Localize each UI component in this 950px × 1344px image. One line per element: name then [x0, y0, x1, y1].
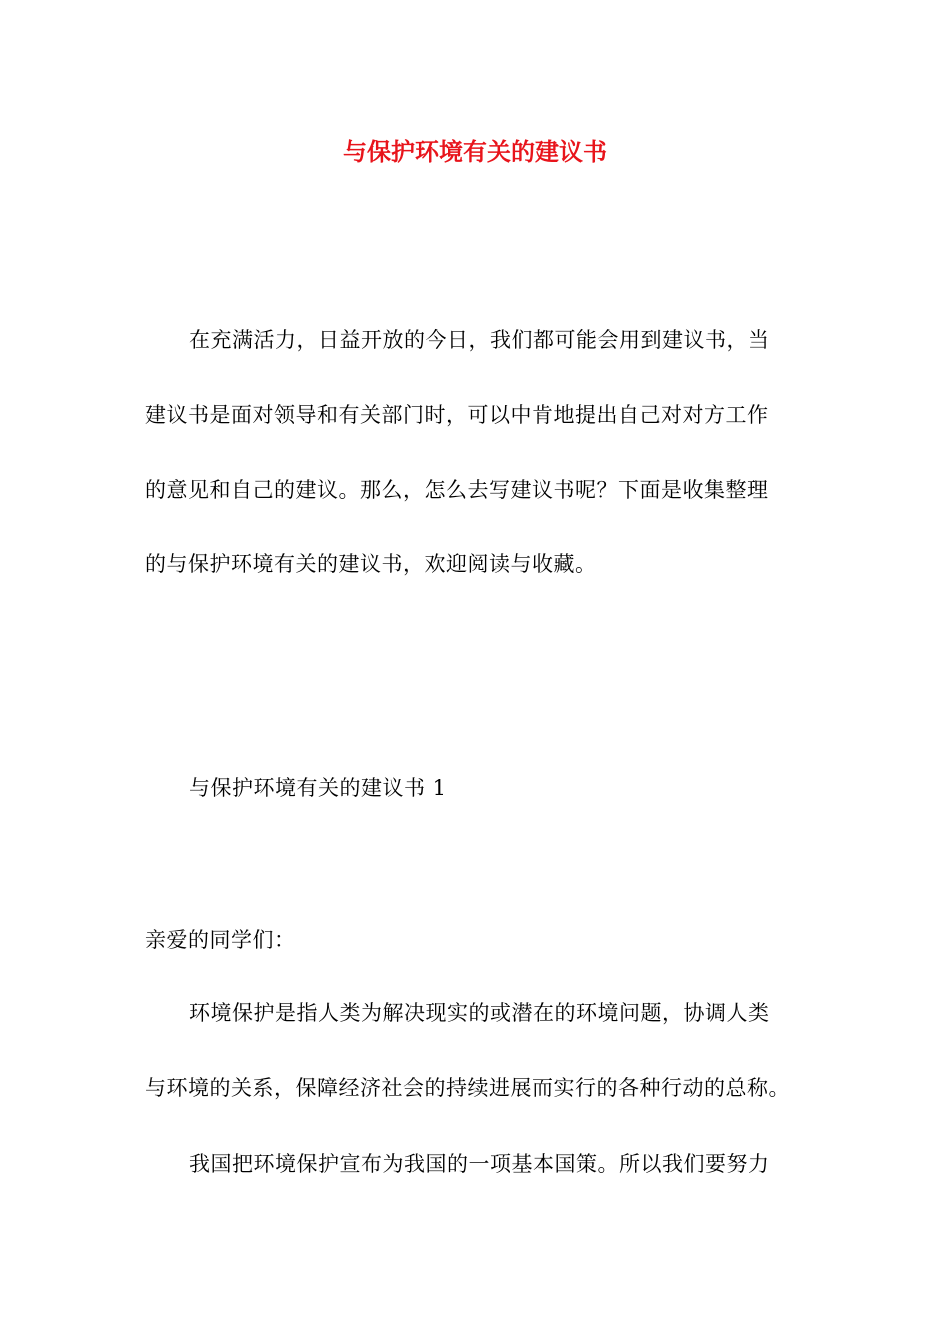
body-line-2: 与环境的关系，保障经济社会的持续进展而实行的各种行动的总称。 — [145, 1076, 790, 1100]
intro-line-3: 的意见和自己的建议。那么，怎么去写建议书呢？下面是收集整理 — [145, 478, 769, 502]
document-title: 与保护环境有关的建议书 — [343, 137, 607, 166]
section-heading: 与保护环境有关的建议书 1 — [189, 776, 447, 800]
intro-line-1: 在充满活力，日益开放的今日，我们都可能会用到建议书，当 — [189, 328, 770, 352]
body-line-3: 我国把环境保护宣布为我国的一项基本国策。所以我们要努力 — [189, 1152, 770, 1176]
salutation: 亲爱的同学们： — [145, 928, 296, 952]
body-line-1: 环境保护是指人类为解决现实的或潜在的环境问题，协调人类 — [189, 1001, 770, 1025]
intro-line-2: 建议书是面对领导和有关部门时，可以中肯地提出自己对对方工作 — [145, 403, 769, 427]
intro-line-4: 的与保护环境有关的建议书，欢迎阅读与收藏。 — [145, 552, 597, 576]
